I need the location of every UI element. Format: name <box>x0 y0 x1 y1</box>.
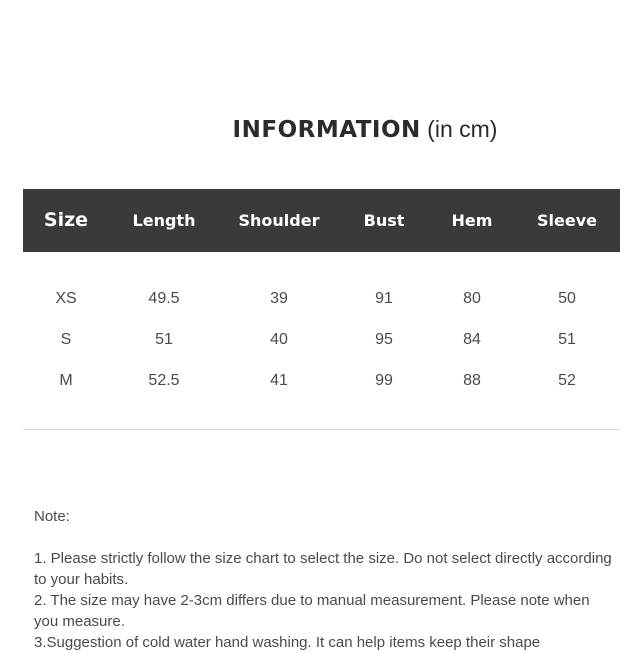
table-divider <box>23 429 620 430</box>
table-row <box>23 287 620 311</box>
table-row <box>23 328 620 352</box>
notes-list <box>34 548 614 653</box>
table-cell: 39 <box>270 290 288 307</box>
note-item: 3.Suggestion of cold water hand washing. It can help items keep their shape <box>34 634 541 651</box>
table-cell: 91 <box>375 290 393 307</box>
note-label: Note: <box>34 508 70 525</box>
table-cell: 41 <box>270 372 288 389</box>
column-header-sleeve: Sleeve <box>537 211 597 230</box>
column-header-size: Size <box>43 209 89 231</box>
table-cell: 88 <box>463 372 481 389</box>
table-cell: 40 <box>270 331 288 348</box>
column-header-hem: Hem <box>451 211 493 230</box>
table-cell: 52 <box>558 372 576 389</box>
column-header-shoulder: Shoulder <box>238 211 320 230</box>
table-cell: 99 <box>375 372 393 389</box>
title-unit: (in cm) <box>427 116 498 142</box>
column-header-length: Length <box>132 211 196 230</box>
table-cell: 51 <box>155 331 173 348</box>
title-main: INFORMATION <box>232 117 421 143</box>
size-table-header <box>23 189 620 252</box>
note-item: 1. Please strictly follow the size chart to select the size. Do not select directly according to your habits. <box>34 550 612 588</box>
table-cell: 50 <box>558 290 576 307</box>
table-cell: M <box>59 372 73 389</box>
table-cell: 49.5 <box>148 290 180 307</box>
table-row <box>23 369 620 393</box>
page-title <box>0 116 640 143</box>
note-item: 2. The size may have 2-3cm differs due to manual measurement. Please note when you measure. <box>34 592 590 630</box>
table-cell: XS <box>55 290 77 307</box>
column-header-bust: Bust <box>363 211 405 230</box>
table-cell: 80 <box>463 290 481 307</box>
table-cell: 52.5 <box>148 372 180 389</box>
table-cell: 51 <box>558 331 576 348</box>
table-cell: S <box>60 331 72 348</box>
table-cell: 84 <box>463 331 481 348</box>
table-cell: 95 <box>375 331 393 348</box>
